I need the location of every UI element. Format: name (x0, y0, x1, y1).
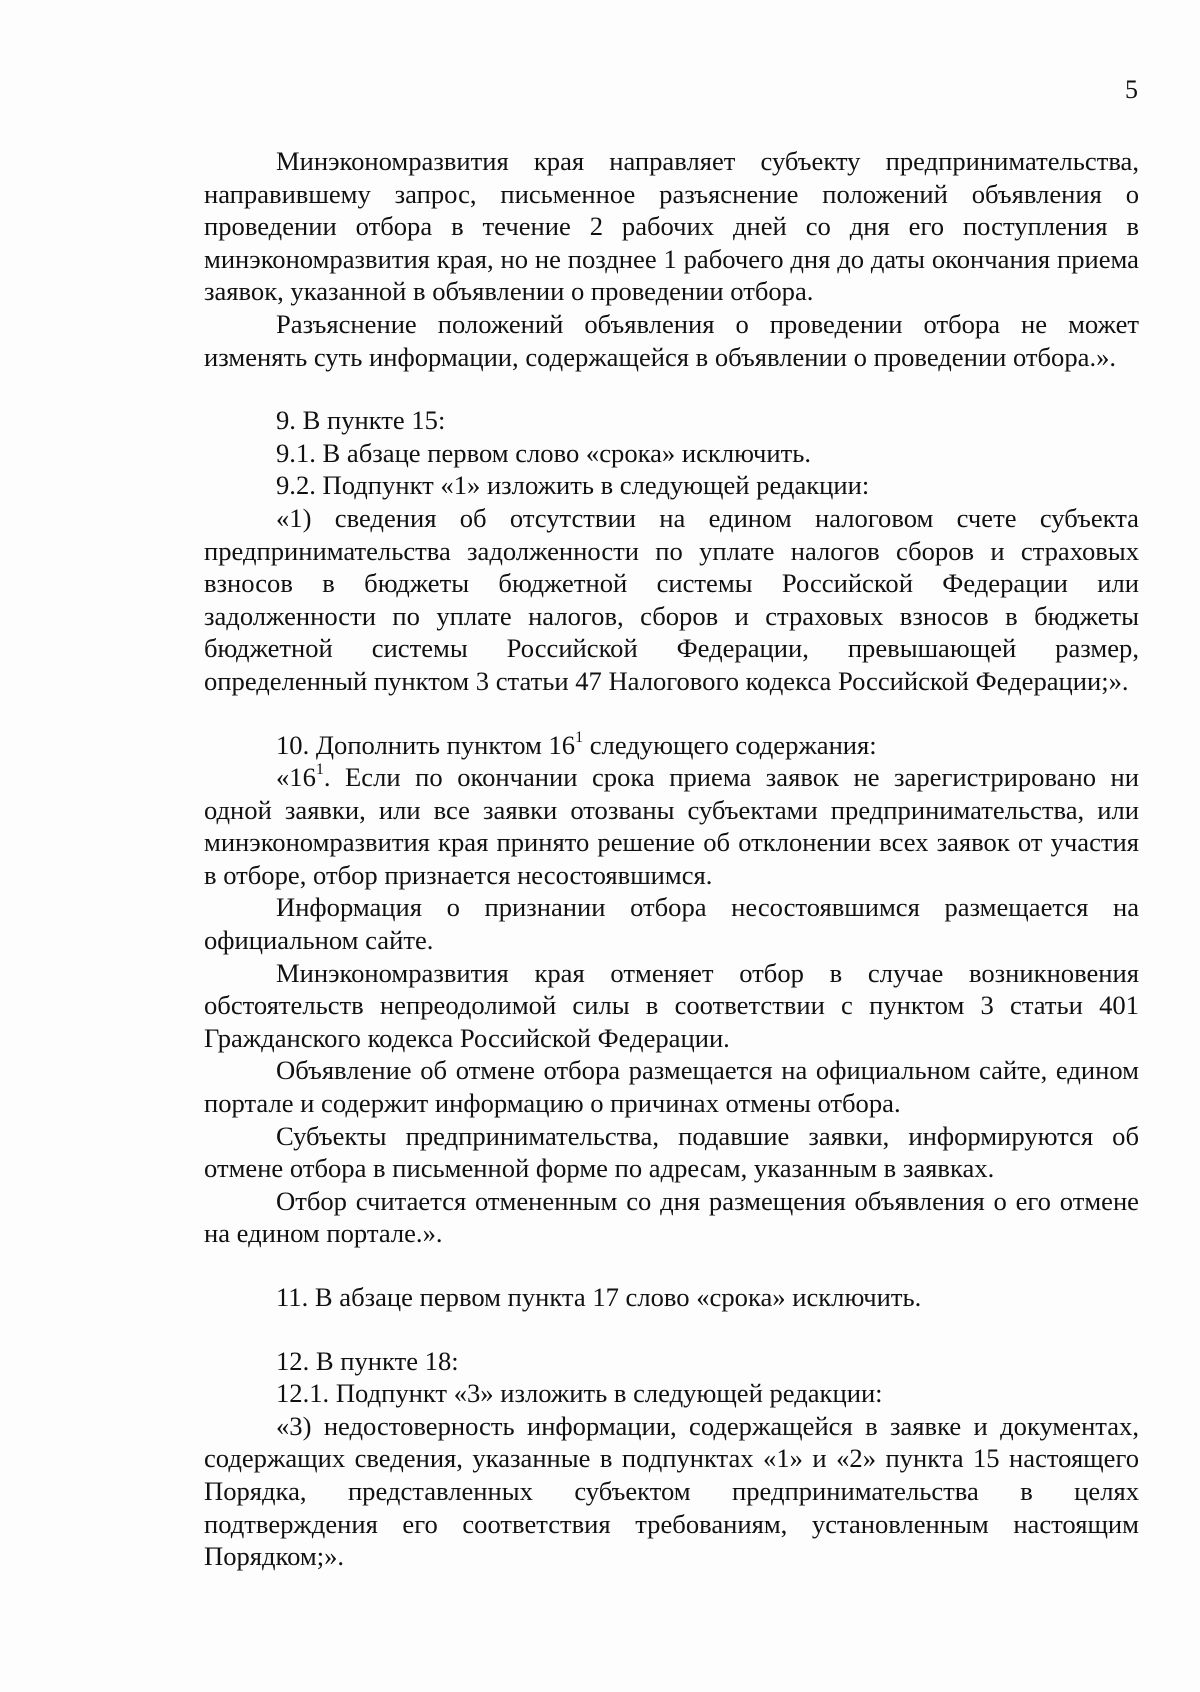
paragraph: Отбор считается отмененным со дня размещения объявления о его отмене на едином портале.». (204, 1185, 1139, 1249)
paragraph: 12.1. Подпункт «3» изложить в следующей редакции: (276, 1378, 883, 1409)
document-body (204, 145, 1139, 1573)
paragraph: «3) недостоверность информации, содержащейся в заявке и документах, содержащих сведения, указанные в подпунктах «1» и «2» пункта 15 настоящего Порядка, представленных субъектом предпринимательства в целях подтверждения его соответствия требованиям, установленным настоящим Порядком;». (204, 1410, 1139, 1572)
paragraph: Минэкономразвития края направляет субъекту предпринимательства, направившему запрос, письменное разъяснение положений объявления о проведении отбора в течение 2 рабочих дней со дня его поступления в минэкономразвития края, но не позднее 1 рабочего дня до даты окончания приема заявок, указанной в объявлении о проведении отбора. (204, 146, 1139, 307)
page-number: 5 (1125, 75, 1138, 104)
paragraph: Информация о признании отбора несостоявшимся размещается на официальном сайте. (204, 892, 1139, 956)
paragraph-text: . Если по окончании срока приема заявок не зарегистрировано ни одной заявки, или все заявки отозваны субъектами предпринимательства, или минэкономразвития края принято решение об отклонении всех заявок от участия в отборе, отбор признается несостоявшимся. (204, 762, 1139, 890)
paragraph-text: 10. Дополнить пунктом 16 (276, 729, 576, 760)
paragraph-text: следующего содержания: (583, 729, 877, 760)
paragraph: 11. В абзаце первом пункта 17 слово «срока» исключить. (276, 1282, 922, 1312)
paragraph: 9.1. В абзаце первом слово «срока» исключить. (276, 437, 811, 468)
paragraph: Субъекты предпринимательства, подавшие заявки, информируются об отмене отбора в письменной форме по адресам, указанным в заявках. (204, 1120, 1139, 1184)
paragraph: Объявление об отмене отбора размещается на официальном сайте, едином портале и содержит информацию о причинах отмены отбора. (204, 1055, 1139, 1119)
paragraph-text: «16 (276, 762, 316, 793)
superscript: 1 (315, 761, 324, 779)
paragraph: 9.2. Подпункт «1» изложить в следующей редакции: (276, 470, 870, 501)
paragraph (204, 729, 1139, 762)
paragraph: 12. В пункте 18: (276, 1345, 459, 1376)
paragraph: Разъяснение положений объявления о проведении отбора не может изменять суть информации, содержащейся в объявлении о проведении отбора.». (204, 308, 1139, 372)
paragraph: Минэкономразвития края отменяет отбор в случае возникновения обстоятельств непреодолимой силы в соответствии с пунктом 3 статьи 401 Гражданского кодекса Российской Федерации. (204, 957, 1139, 1053)
superscript: 1 (575, 728, 584, 746)
paragraph (204, 761, 1139, 891)
paragraph: 9. В пункте 15: (276, 405, 446, 436)
paragraph: «1) сведения об отсутствии на едином налоговом счете субъекта предпринимательства задолженности по уплате налогов сборов и страховых взносов в бюджеты бюджетной системы Российской Федерации или задолженности по уплате налогов, сборов и страховых взносов в бюджеты бюджетной системы Российской Федерации, превышающей размер, определенный пунктом 3 статьи 47 Налогового кодекса Российской Федерации;». (204, 502, 1139, 696)
